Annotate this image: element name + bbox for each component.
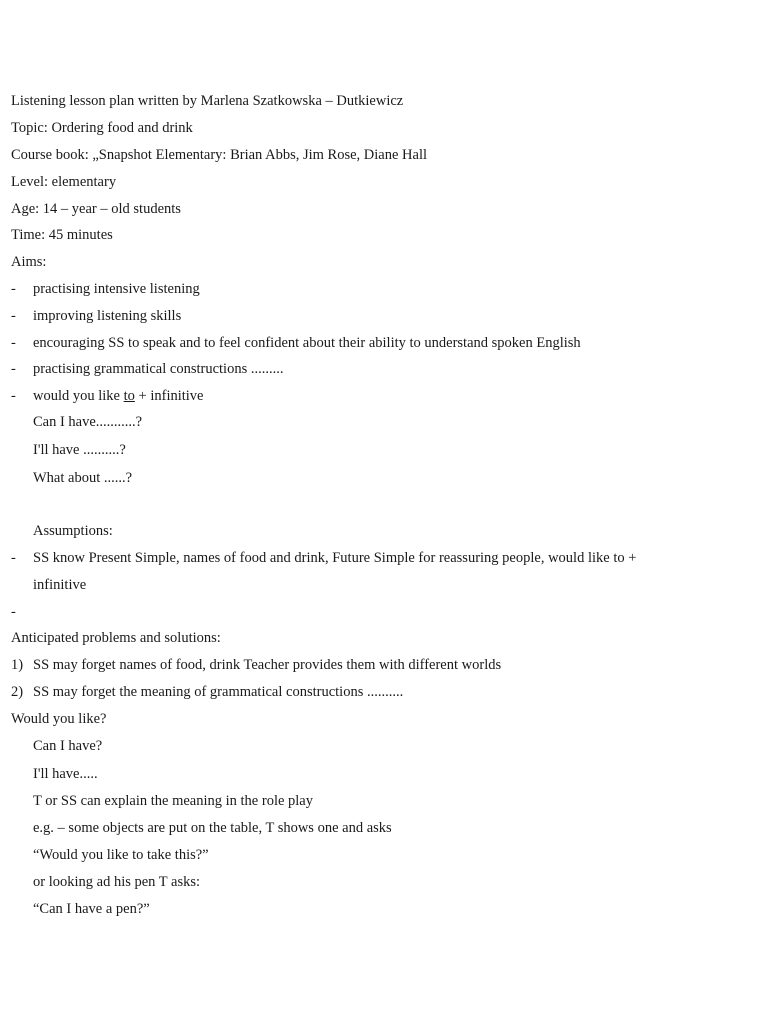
aims-bullet: - [11, 388, 16, 404]
problem-number: 1) [11, 657, 24, 673]
level-line: Level: elementary [11, 174, 117, 190]
underlined-word: to [123, 388, 135, 404]
construction-line: I'll have ..........? [33, 442, 126, 458]
problem-item: SS may forget the meaning of grammatical constructions .......... [33, 684, 404, 700]
would-you-like-line: Would you like? [11, 711, 107, 727]
assumptions-item: SS know Present Simple, names of food and drink, Future Simple for reassuring people, would like to + [33, 550, 637, 566]
problem-item: SS may forget names of food, drink Teacher provides them with different worlds [33, 657, 502, 673]
empty-bullet: - [11, 604, 16, 620]
aims-item: encouraging SS to speak and to feel confident about their ability to understand spoken English [33, 335, 581, 351]
construction-line: What about ......? [33, 470, 133, 486]
aims-bullet: - [11, 361, 16, 377]
construction-line: Can I have...........? [33, 414, 143, 430]
topic-line: Topic: Ordering food and drink [11, 120, 193, 136]
aims-bullet: - [11, 335, 16, 351]
course-book-line: Course book: „Snapshot Elementary: Brian Abbs, Jim Rose, Diane Hall [11, 147, 428, 163]
example-line: I'll have..... [33, 766, 98, 782]
aims-item-would-you-like [33, 387, 204, 405]
aims-heading: Aims: [11, 254, 47, 270]
aims-bullet: - [11, 308, 16, 324]
aims-item: practising intensive listening [33, 281, 200, 297]
assumptions-heading: Assumptions: [33, 523, 113, 539]
problem-number: 2) [11, 684, 24, 700]
aims-item: improving listening skills [33, 308, 182, 324]
assumptions-item-continued: infinitive [33, 577, 87, 593]
example-line: “Can I have a pen?” [33, 901, 150, 917]
age-line: Age: 14 – year – old students [11, 201, 181, 217]
example-line: “Would you like to take this?” [33, 847, 209, 863]
aims-bullet: - [11, 281, 16, 297]
lesson-plan-author-line: Listening lesson plan written by Marlena Szatkowska – Dutkiewicz [11, 93, 404, 109]
aims-item-text: + infinitive [134, 388, 204, 404]
assumptions-bullet: - [11, 550, 16, 566]
example-line: or looking ad his pen T asks: [33, 874, 201, 890]
example-line: Can I have? [33, 738, 103, 754]
aims-item: practising grammatical constructions ......... [33, 361, 284, 377]
time-line: Time: 45 minutes [11, 227, 113, 243]
example-line: T or SS can explain the meaning in the role play [33, 793, 313, 809]
example-line: e.g. – some objects are put on the table, T shows one and asks [33, 820, 392, 836]
aims-item-text: would you like [33, 388, 124, 404]
problems-heading: Anticipated problems and solutions: [11, 630, 221, 646]
